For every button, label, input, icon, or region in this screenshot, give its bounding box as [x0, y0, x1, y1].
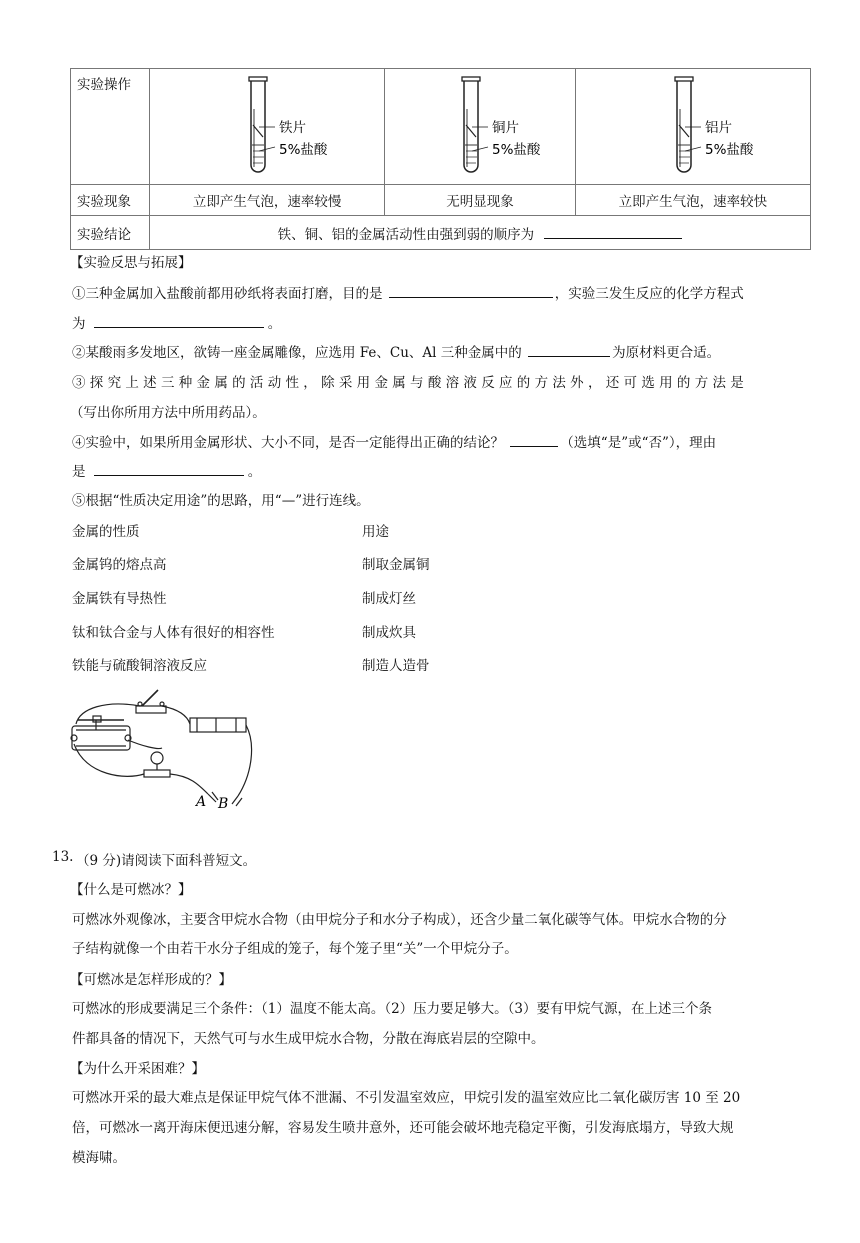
circuit-diagram-icon	[66, 684, 262, 810]
matching-right-item[interactable]: 制造人造骨	[362, 658, 430, 674]
q1-purpose-blank[interactable]	[389, 283, 553, 298]
conclusion-text: 铁、铜、铝的金属活动性由强到弱的顺序为	[277, 226, 535, 243]
q4-yes-no-blank[interactable]	[510, 432, 558, 447]
matching-left-item[interactable]: 钛和钛合金与人体有很好的相容性	[72, 625, 275, 641]
section-2-line-2: 件都具备的情况下，天然气可与水生成甲烷水合物，分散在海底岩层的空隙中。	[72, 1031, 545, 1047]
reflection-heading: 【实验反思与拓展】	[70, 255, 192, 271]
conclusion-answer-blank[interactable]	[544, 224, 682, 239]
section-1-line-2: 子结构就像一个由若干水分子组成的笼子，每个笼子里“关”一个甲烷分子。	[72, 941, 518, 957]
matching-left-item[interactable]: 金属铁有导热性	[72, 591, 167, 607]
tube-metal-label: 铝片	[704, 119, 732, 136]
section-2-title: 【可燃冰是怎样形成的？】	[70, 972, 232, 988]
q1-equation-blank[interactable]	[94, 313, 264, 328]
row-label-phenomenon: 实验现象	[71, 185, 150, 216]
section-1-line-1: 可燃冰外观像冰，主要含甲烷水合物（由甲烷分子和水分子构成），还含少量二氧化碳等气体。甲烷水合物的分	[72, 912, 727, 928]
conclusion-cell	[150, 216, 811, 250]
matching-left-item[interactable]: 铁能与硫酸铜溶液反应	[72, 658, 207, 674]
section-3-line-1: 可燃冰开采的最大难点是保证甲烷气体不泄漏、不引发温室效应，甲烷引发的温室效应比二氧化碳厉害 10 至 20	[72, 1090, 741, 1106]
test-tube-copper-icon	[420, 75, 540, 179]
q2-metal-blank[interactable]	[528, 342, 610, 357]
phenomenon-aluminum: 立即产生气泡，速率较快	[575, 185, 810, 216]
tube-acid-label: 5%盐酸	[279, 141, 328, 158]
matching-right-header: 用途	[362, 524, 389, 540]
tube-cell-copper	[385, 69, 575, 185]
question-3-line-2: （写出你所用方法中所用药品）。	[70, 405, 266, 421]
section-1-title: 【什么是可燃冰？】	[70, 882, 192, 898]
phenomenon-iron: 立即产生气泡，速率较慢	[150, 185, 385, 216]
q4-reason-blank[interactable]	[94, 461, 244, 476]
section-2-line-1: 可燃冰的形成要满足三个条件：（1）温度不能太高。（2）压力要足够大。（3）要有甲烷气源，在上述三个条	[72, 1001, 713, 1017]
section-3-line-3: 模海啸。	[72, 1150, 126, 1166]
question-2-line: ②某酸雨多发地区，欲铸一座金属雕像，应选用 Fe、Cu、Al 三种金属中的 为原材料更合适。	[72, 341, 720, 361]
matching-left-item[interactable]: 金属钨的熔点高	[72, 557, 167, 573]
phenomenon-copper: 无明显现象	[385, 185, 575, 216]
question-5-line: ⑤根据“性质决定用途”的思路，用“—”进行连线。	[72, 493, 370, 509]
tube-metal-label: 铜片	[491, 119, 519, 136]
clip-label-a: A	[196, 794, 207, 810]
clip-label-b: B	[218, 796, 229, 810]
tube-cell-iron	[150, 69, 385, 185]
question-4-line-1: ④实验中，如果所用金属形状、大小不同，是否一定能得出正确的结论？ （选填“是”或“否”），理由	[72, 431, 716, 451]
section-3-title: 【为什么开采困难？】	[70, 1061, 205, 1077]
test-tube-aluminum-icon	[633, 75, 753, 179]
tube-acid-label: 5%盐酸	[704, 141, 753, 158]
matching-right-item[interactable]: 制成灯丝	[362, 591, 416, 607]
question-13-number: 13.	[52, 849, 74, 865]
tube-metal-label: 铁片	[279, 119, 307, 136]
question-3-line-1: ③ 探 究 上 述 三 种 金 属 的 活 动 性 ， 除 采 用 金 属 与 酸 溶 液 反 应 的 方 法 外 ， 还 可 选 用 的 方 法 是	[72, 375, 744, 391]
row-label-operation: 实验操作	[71, 69, 150, 185]
test-tube-iron-icon	[207, 75, 327, 179]
tube-acid-label: 5%盐酸	[491, 141, 540, 158]
section-3-line-2: 倍，可燃冰一离开海床便迅速分解，容易发生喷井意外，还可能会破坏地壳稳定平衡，引发海底塌方，导致大规	[72, 1120, 734, 1136]
matching-right-item[interactable]: 制取金属铜	[362, 557, 430, 573]
matching-right-item[interactable]: 制成炊具	[362, 625, 416, 641]
question-1-line-2: 为 。	[72, 312, 281, 332]
row-label-conclusion: 实验结论	[71, 216, 150, 250]
tube-cell-aluminum	[575, 69, 810, 185]
matching-left-header: 金属的性质	[72, 524, 140, 540]
experiment-table	[70, 68, 811, 250]
question-13-intro: （9 分)请阅读下面科普短文。	[76, 853, 257, 869]
question-1-line-1: ①三种金属加入盐酸前都用砂纸将表面打磨，目的是 ，实验三发生反应的化学方程式	[72, 282, 744, 302]
question-4-line-2: 是 。	[72, 460, 261, 480]
